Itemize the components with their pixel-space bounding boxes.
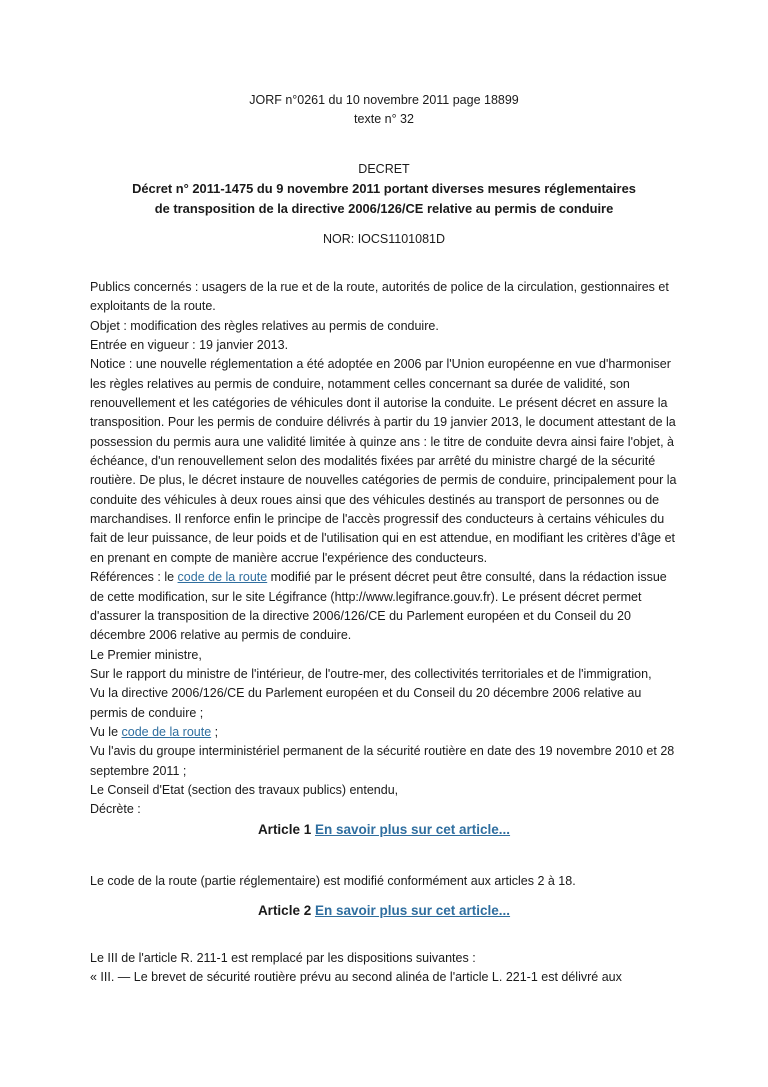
decree-title-line1: Décret n° 2011-1475 du 9 novembre 2011 portant diverses mesures réglementaires bbox=[132, 181, 636, 196]
article-1-text: Le code de la route (partie réglementaire) est modifié conformément aux articles 2 à 18. bbox=[90, 874, 576, 888]
notice: Notice : une nouvelle réglementation a été adoptée en 2006 par l'Union européenne en vue d'harmoniser les règles relatives au permis de conduire, notamment celles concernant sa durée de validité, son renouvellement et les catégories de véhicules dont il autorise la conduite. Le présent décret en assure la transposition. Pour les permis de conduire délivrés à partir du 19 janvier 2013, le document attestant de la possession du permis aura une validité limitée à quinze ans : le titre de conduite devra ainsi faire l'objet, à échéance, d'un renouvellement selon des modalités fixées par arrêté du ministre chargé de la sécurité routière. De plus, le décret instaure de nouvelles catégories de permis de conduire, principalement pour la conduite des véhicules à deux roues ainsi que des véhicules destinés au transport de personnes ou de marchandises. Il renforce enfin le principe de l'accès progressif des conducteurs à certains véhicules du fait de leur puissance, de leur poids et de l'utilisation qui en est attendue, en modifiant les critères d'âge et en prenant en compte de manière accrue l'expérience des conducteurs. bbox=[90, 357, 677, 565]
conseil-etat: Le Conseil d'Etat (section des travaux publics) entendu, bbox=[90, 782, 399, 797]
vu-directive: Vu la directive 2006/126/CE du Parlement européen et du Conseil du 20 décembre 2006 relative au permis de conduire ; bbox=[90, 686, 642, 720]
vu-code-de-la-route-link[interactable]: code de la route bbox=[121, 724, 212, 739]
vu-avis: Vu l'avis du groupe interministériel permanent de la sécurité routière en date des 19 novembre 2010 et 28 septembre 2011 ; bbox=[90, 744, 675, 778]
decret-label: DECRET bbox=[358, 162, 410, 176]
article-2-label: Article 2 bbox=[257, 903, 312, 918]
publics-concernes: Publics concernés : usagers de la rue et de la route, autorités de police de la circulation, gestionnaires et exploitants de la route. bbox=[90, 280, 669, 314]
premier-ministre: Le Premier ministre, bbox=[90, 647, 202, 662]
vu-code bbox=[90, 723, 680, 742]
texte-number: texte n° 32 bbox=[354, 112, 414, 126]
decree-body bbox=[90, 278, 680, 820]
references bbox=[90, 568, 680, 645]
references-prefix: Références : le bbox=[90, 570, 178, 585]
jorf-reference: JORF n°0261 du 10 novembre 2011 page 18899 bbox=[249, 93, 519, 107]
decrete: Décrète : bbox=[90, 802, 141, 817]
code-de-la-route-link[interactable]: code de la route bbox=[177, 570, 268, 585]
entree-en-vigueur: Entrée en vigueur : 19 janvier 2013. bbox=[90, 338, 289, 353]
references-suffix: modifié par le présent décret peut être consulté, dans la rédaction issue de cette modification, sur le site Légifrance (http://www.legifrance.gouv.fr). Le présent décret permet d'assurer la transposition de la directive 2006/126/CE du Parlement européen et du Conseil du 20 décembre 2006 relative au permis de conduire. bbox=[90, 570, 667, 643]
vu-code-prefix: Vu le bbox=[90, 724, 122, 739]
decree-title bbox=[88, 179, 680, 219]
rapport: Sur le rapport du ministre de l'intérieur, de l'outre-mer, des collectivités territoriales et de l'immigration, bbox=[90, 666, 652, 681]
article-1-more-link[interactable]: En savoir plus sur cet article... bbox=[314, 822, 511, 837]
journal-header bbox=[90, 91, 678, 129]
article-2-line2: « III. — Le brevet de sécurité routière prévu au second alinéa de l'article L. 221-1 est délivré aux bbox=[90, 970, 622, 984]
article-2-more-link[interactable]: En savoir plus sur cet article... bbox=[314, 903, 511, 918]
article-1-label: Article 1 bbox=[257, 822, 312, 837]
decree-title-line2: de transposition de la directive 2006/126/CE relative au permis de conduire bbox=[154, 201, 614, 216]
article-2-line1: Le III de l'article R. 211-1 est remplacé par les dispositions suivantes : bbox=[90, 951, 476, 965]
article-2-heading bbox=[90, 903, 678, 918]
objet: Objet : modification des règles relatives au permis de conduire. bbox=[90, 318, 439, 333]
article-1-heading bbox=[90, 822, 678, 837]
nor-reference: NOR: IOCS1101081D bbox=[322, 232, 446, 246]
vu-code-suffix: ; bbox=[211, 724, 219, 739]
article-2-text bbox=[90, 949, 680, 987]
